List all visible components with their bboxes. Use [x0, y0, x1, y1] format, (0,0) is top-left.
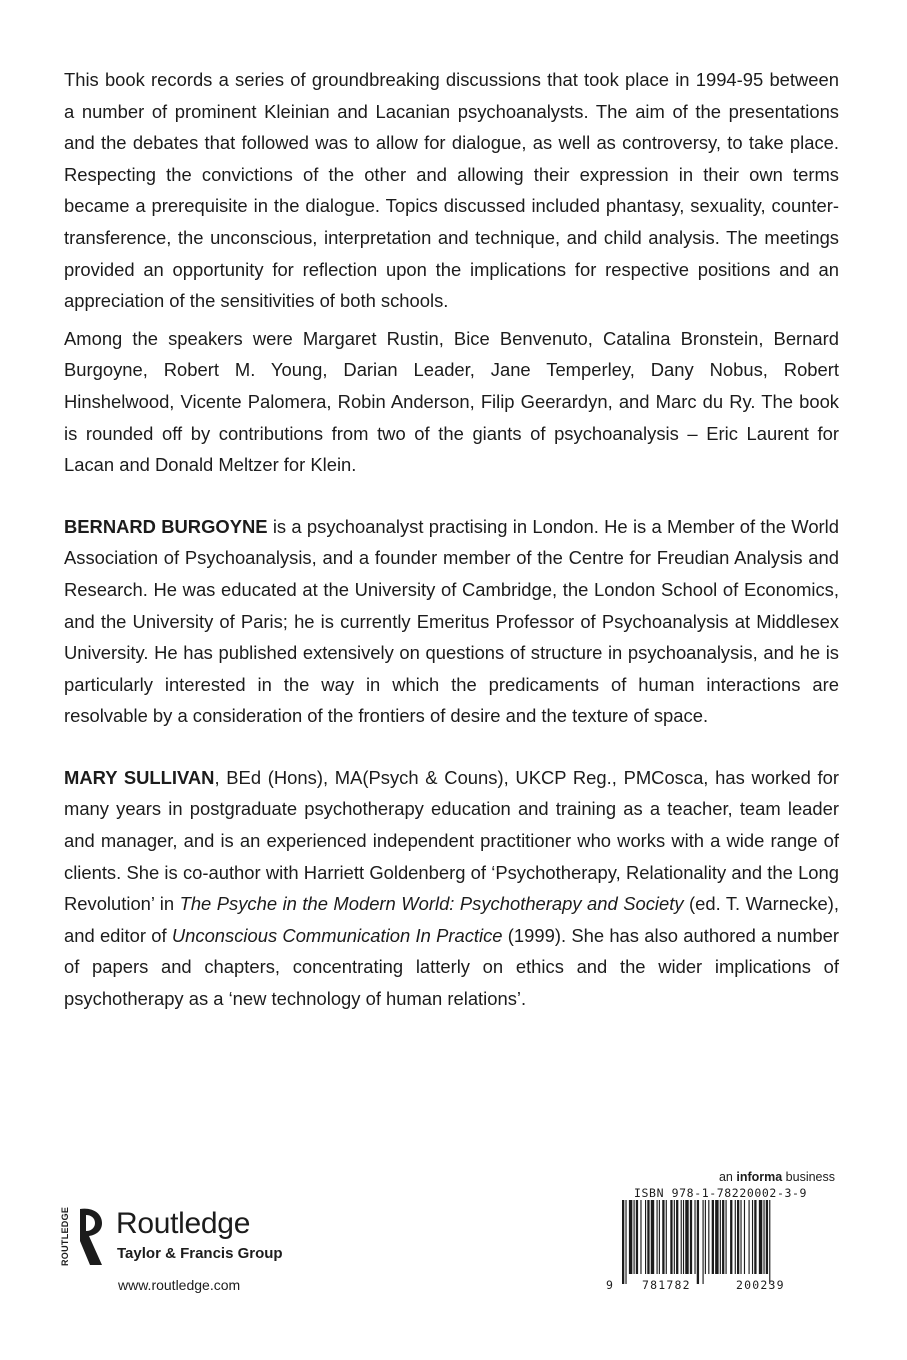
barcode-bar [754, 1200, 756, 1274]
barcode-bar [720, 1200, 721, 1274]
barcode-bar [752, 1200, 753, 1274]
barcode-bar [676, 1200, 678, 1274]
barcode-bar [622, 1200, 624, 1284]
barcode-bar [625, 1200, 626, 1284]
bio-mary-sullivan [64, 762, 839, 1015]
barcode-bar [685, 1200, 688, 1274]
author-name-sullivan: MARY SULLIVAN [64, 766, 215, 788]
barcode-bar [769, 1200, 770, 1284]
barcode-bar [726, 1200, 727, 1274]
barcode-bar [681, 1200, 682, 1274]
blurb-paragraph-1: This book records a series of groundbreaking discussions that took place in 1994-95 between a number of prominent Kleinian and Lacanian psychoanalysts. The aim of the presentations and the debates that followed was to allow for dialogue, as well as controversy, to take place. Respecting the convictions of the other and allowing their expression in their own terms became a prerequisite in the dialogue. Topics discussed included phantasy, sexuality, counter-transference, the unconscious, interpretation and technique, and child analysis. The meetings provided an opportunity for reflection upon the implications for respective positions and an appreciation of the sensitivities of both schools. [64, 69, 839, 312]
isbn-label: ISBN 978-1-78220002-3-9 [634, 1186, 808, 1200]
barcode-bar [722, 1200, 724, 1274]
barcode-bar [659, 1200, 660, 1274]
routledge-logo [60, 1205, 320, 1305]
barcode-bar [708, 1200, 709, 1274]
barcode-bar [703, 1200, 704, 1284]
barcode-bar [694, 1200, 695, 1274]
barcode-bar [636, 1200, 638, 1274]
publisher-name: Routledge [116, 1207, 251, 1240]
bio-text-burgoyne: is a psychoanalyst practising in London. He is a Member of the World Association of Psychoanalysis, and a founder member of the Centre for Freudian Analysis and Research. He was educated at the University of Cambridge, the London School of Economics, and the University of Paris; he is currently Emeritus Professor of Psychoanalysis at Middlesex University. He has published extensively on questions of structure in psychoanalysis, and he is particularly interested in the way in which the predicaments of human interactions are resolvable by a consideration of the frontiers of desire and the texture of space. [64, 515, 839, 727]
bio-text-sullivan-c: (1999). She has also authored a number of papers and chapters, concentrating latterly on ethics and the wider implications of psychotherapy as a ‘new technology of human relations’. [64, 924, 840, 1010]
barcode-bar [740, 1200, 741, 1274]
barcode-bar [730, 1200, 732, 1274]
barcode-bar [657, 1200, 658, 1274]
barcode-digit-first: 9 [606, 1278, 615, 1292]
publisher-url[interactable]: www.routledge.com [118, 1277, 241, 1293]
book-title-unconscious: Unconscious Communication In Practice [171, 924, 503, 946]
barcode-bar [651, 1200, 654, 1274]
barcode-bar [763, 1200, 764, 1274]
book-title-psyche: The Psyche in the Modern World: Psychotherapy and Society [179, 893, 684, 915]
barcode-bar [737, 1200, 739, 1274]
barcode-bar [647, 1200, 649, 1274]
barcode-bar [705, 1200, 706, 1274]
barcode-bar [645, 1200, 646, 1274]
back-cover-text [64, 64, 839, 1021]
barcode-bar [670, 1200, 672, 1274]
barcode-bar [759, 1200, 762, 1274]
bio-text-sullivan-b: (ed. T. Warnecke), and editor of [64, 893, 839, 946]
blurb-paragraph-2: Among the speakers were Margaret Rustin, Bice Benvenuto, Catalina Bronstein, Bernard Burgoyne, Robert M. Young, Darian Leader, Jane Temperley, Dany Nobus, Robert Hinshelwood, Vicente Palomera, Robin Anderson, Filip Geerardyn, and Marc du Ry. The book is rounded off by contributions from two of the giants of psychoanalysis – Eric Laurent for Lacan and Donald Meltzer for Klein. [64, 327, 839, 476]
barcode-bar [735, 1200, 736, 1274]
informa-brand: informa [736, 1170, 783, 1184]
barcode-bar [712, 1200, 714, 1274]
barcode-digits-right: 200239 [736, 1278, 785, 1292]
barcode-bar [690, 1200, 692, 1274]
barcode-bar [683, 1200, 684, 1274]
barcode-digits-left: 781782 [642, 1278, 691, 1292]
barcode-bar [715, 1200, 718, 1274]
barcode-bar [629, 1200, 632, 1274]
barcode-bar [634, 1200, 635, 1274]
isbn-barcode [606, 1186, 836, 1296]
routledge-head-icon [76, 1207, 106, 1267]
bio-text-sullivan-a: , BEd (Hons), MA(Psych & Couns), UKCP Reg., PMCosca, has worked for many years in postgraduate psychotherapy education and training as a teacher, team leader and manager, and is an experienced independent practitioner who works with a wide range of clients. She is co-author with Harriett Goldenberg of ‘Psychotherapy, Relationality and the Long Revolution’ in [64, 766, 839, 915]
publisher-group: Taylor & Francis Group [117, 1245, 283, 1262]
bio-bernard-burgoyne [64, 511, 839, 732]
barcode-bar [640, 1200, 641, 1274]
informa-tagline: an informa business [718, 1170, 835, 1184]
barcode-bar [674, 1200, 675, 1274]
barcode-bar [666, 1200, 667, 1274]
barcode-bar [744, 1200, 745, 1274]
barcode-bar [749, 1200, 750, 1274]
routledge-vertical-wordmark: ROUTLEDGE [60, 1206, 70, 1266]
author-name-burgoyne: BERNARD BURGOYNE [64, 515, 268, 537]
barcode-bar [766, 1200, 768, 1274]
barcode-bar [697, 1200, 699, 1284]
barcode-bars [620, 1200, 832, 1286]
barcode-bar [662, 1200, 664, 1274]
